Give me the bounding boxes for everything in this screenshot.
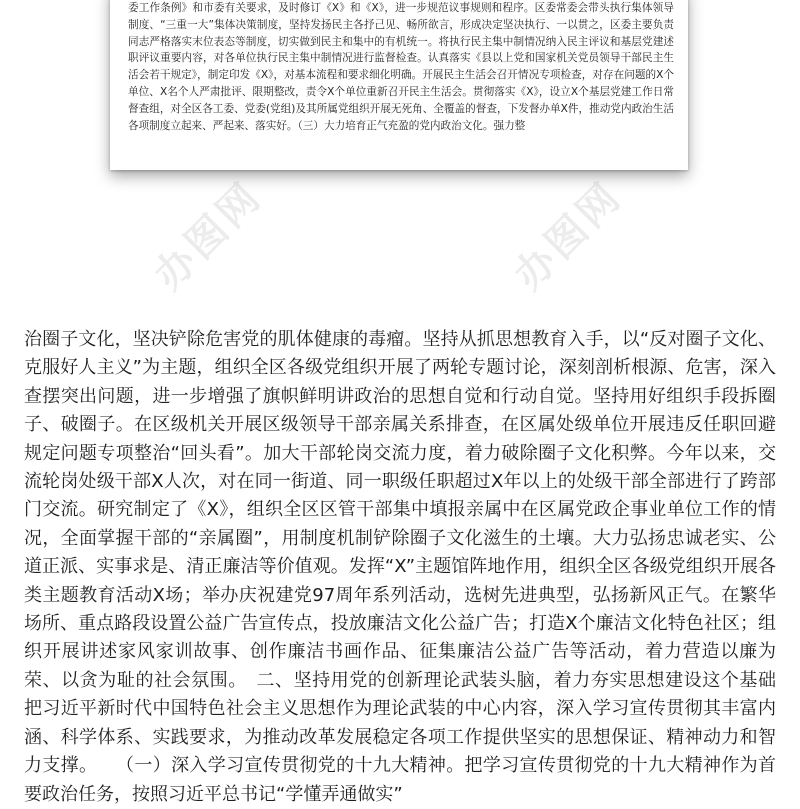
- preview-text: 委工作条例》和市委有关要求，及时修订《X》和《X》，进一步规范议事规则和程序。区委常委会带头执行集体领导制度、“三重一大”集体决策制度，坚持发扬民主各抒己见、畅所欲言，形成决定坚决执行、一以贯之，区委主要负责同志严格落实末位表态等制度，切实做到民主和集中的有机统一。将执行民主集中制情况纳入民主评议和基层党建述职评议重要内容，对各单位执行民主集中制情况进行监督检查。认真落实《县以上党和国家机关党员领导干部民主生活会若干规定》，制定印发《X》，对基本流程和要求细化明确。开展民主生活会召开情况专项检查，对存在问题的X个单位、X名个人严肃批评、限期整改，责令X个单位重新召开民主生活会。贯彻落实《X》，设立X个基层党建工作日常督查组，对全区各工委、党委(党组)及其所属党组织开展无死角、全覆盖的督查，下发督办单X件，推动党内政治生活各项制度立起来、严起来、落实好。（三）大力培育正气充盈的党内政治文化。强力整: [128, 2, 674, 132]
- document-preview-card: [110, 0, 688, 170]
- watermark-left: 办图网: [145, 173, 272, 299]
- document-body-text: 治圈子文化，坚决铲除危害党的肌体健康的毒瘤。坚持从抓思想教育入手，以“反对圈子文化、克服好人主义”为主题，组织全区各级党组织开展了两轮专题讨论，深刻剖析根源、危害，深入查摆突出问题，进一步增强了旗帜鲜明讲政治的思想自觉和行动自觉。坚持用好组织手段拆圈子、破圈子。在区级机关开展区级领导干部亲属关系排查，在区属处级单位开展违反任职回避规定问题专项整治“回头看”。加大干部轮岗交流力度，着力破除圈子文化积弊。今年以来，交流轮岗处级干部X人次，对在同一街道、同一职级任职超过X年以上的处级干部全部进行了跨部门交流。研究制定了《X》，组织全区区管干部集中填报亲属中在区属党政企事业单位工作的情况，全面掌握干部的“亲属圈”，用制度机制铲除圈子文化滋生的土壤。大力弘扬忠诚老实、公道正派、实事求是、清正廉洁等价值观。发挥“X”主题馆阵地作用，组织全区各级党组织开展各类主题教育活动X场；举办庆祝建党97周年系列活动，选树先进典型，弘扬新风正气。在繁华场所、重点路段设置公益广告宣传点，投放廉洁文化公益广告；打造X个廉洁文化特色社区；组织开展讲述家风家训故事、创作廉洁书画作品、征集廉洁公益广告等活动，着力营造以廉为荣、以贪为耻的社会氛围。 二、坚持用党的创新理论武装头脑，着力夯实思想建设这个基础 把习近平新时代中国特色社会主义思想作为理论武装的中心内容，深入学习宣传贯彻其丰富内涵、科学体系、实践要求，为推动改革发展稳定各项工作提供坚实的思想保证、精神动力和智力支撑。 （一）深入学习宣传贯彻党的十九大精神。把学习宣传贯彻党的十九大精神作为首要政治任务，按照习近平总书记“学懂弄通做实”: [24, 329, 776, 805]
- watermark-right: 办图网: [505, 173, 632, 299]
